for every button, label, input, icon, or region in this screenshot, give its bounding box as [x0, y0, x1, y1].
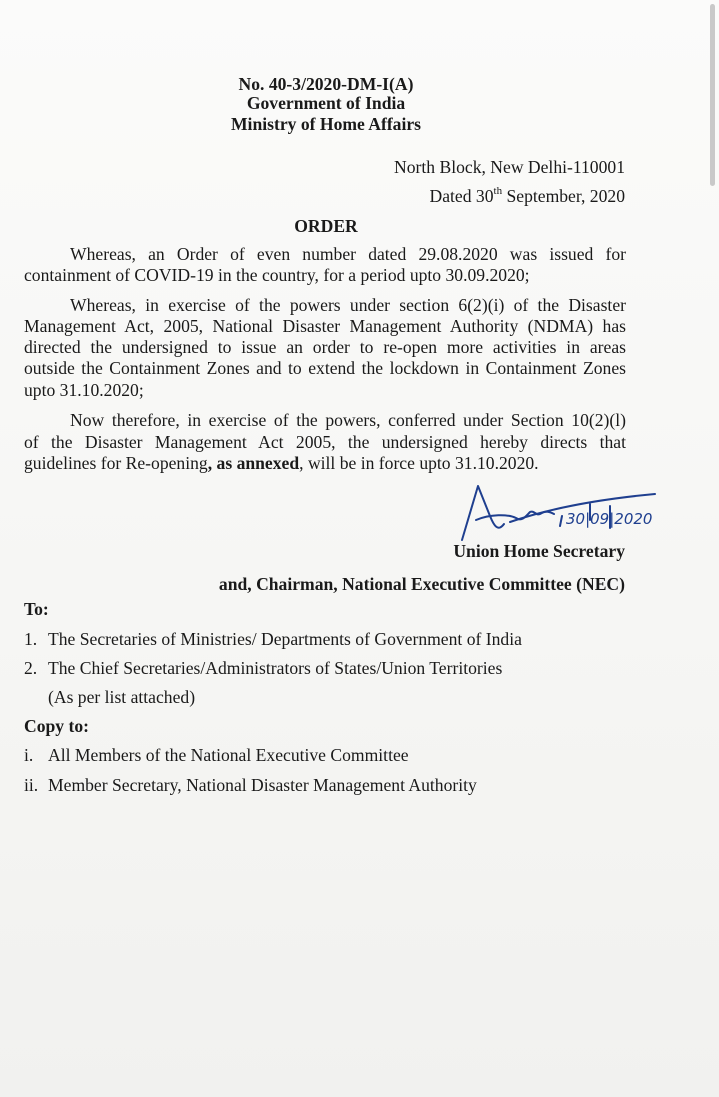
copy-1-text: All Members of the National Executive Committee	[48, 745, 409, 765]
copy-1-marker: i.	[24, 745, 34, 765]
to-label: To:	[24, 599, 49, 619]
copy-to-label: Copy to:	[24, 716, 89, 736]
handwritten-date: 30|09|2020	[566, 510, 653, 528]
recipient-1-marker: 1.	[24, 629, 38, 649]
dated-line	[430, 185, 626, 207]
paragraph-3-line-1: Now therefore, in exercise of the powers, conferred under Section 10(2)(l)	[70, 410, 626, 430]
paragraph-1-line-1: Whereas, an Order of even number dated 29.08.2020 was issued for	[70, 244, 626, 264]
signature-stroke-a	[462, 486, 504, 540]
p3-guidelines-text: guidelines for Re-opening	[24, 453, 208, 473]
paragraph-2-line-3: directed the undersigned to issue an order to re-open more activities in areas	[24, 337, 626, 357]
dated-prefix: Dated 30	[429, 186, 494, 206]
recipients-note: (As per list attached)	[48, 687, 196, 707]
order-number: No. 40-3/2020-DM-I(A)	[238, 74, 414, 94]
signatory-chairman: and, Chairman, National Executive Committee (NEC)	[218, 574, 625, 594]
copy-2-text: Member Secretary, National Disaster Management Authority	[48, 775, 477, 795]
p3-annexed: annexed	[236, 453, 300, 473]
paragraph-2-line-1: Whereas, in exercise of the powers under section 6(2)(i) of the Disaster	[70, 295, 626, 315]
paragraph-2-line-2: Management Act, 2005, National Disaster Management Authority (NDMA) has	[24, 316, 626, 336]
government-heading: Government of India	[246, 93, 406, 113]
dated-rest: September, 2020	[502, 186, 625, 206]
copy-2-marker: ii.	[24, 775, 39, 795]
paragraph-2-line-4: outside the Containment Zones and to extend the lockdown in Containment Zones	[24, 358, 626, 378]
p3-rest: , will be in force upto 31.10.2020.	[299, 453, 539, 473]
address-location: North Block, New Delhi-110001	[394, 157, 625, 177]
recipient-2-text: The Chief Secretaries/Administrators of States/Union Territories	[48, 658, 503, 678]
paragraph-3-line-3	[24, 452, 539, 474]
order-title: ORDER	[294, 216, 358, 236]
recipient-1-text: The Secretaries of Ministries/ Departments of Government of India	[48, 629, 522, 649]
paragraph-1-line-2: containment of COVID-19 in the country, for a period upto 30.09.2020;	[24, 265, 530, 285]
signatory-designation: Union Home Secretary	[453, 541, 625, 561]
p3-comma: , as	[207, 453, 237, 473]
dated-suffix: th	[493, 185, 503, 198]
paragraph-2-line-5: upto 31.10.2020;	[24, 380, 144, 400]
scrollbar[interactable]	[710, 4, 715, 186]
ministry-heading: Ministry of Home Affairs	[230, 114, 422, 134]
paragraph-3-line-2: of the Disaster Management Act 2005, the undersigned hereby directs that	[24, 432, 626, 452]
recipient-2-marker: 2.	[24, 658, 38, 678]
